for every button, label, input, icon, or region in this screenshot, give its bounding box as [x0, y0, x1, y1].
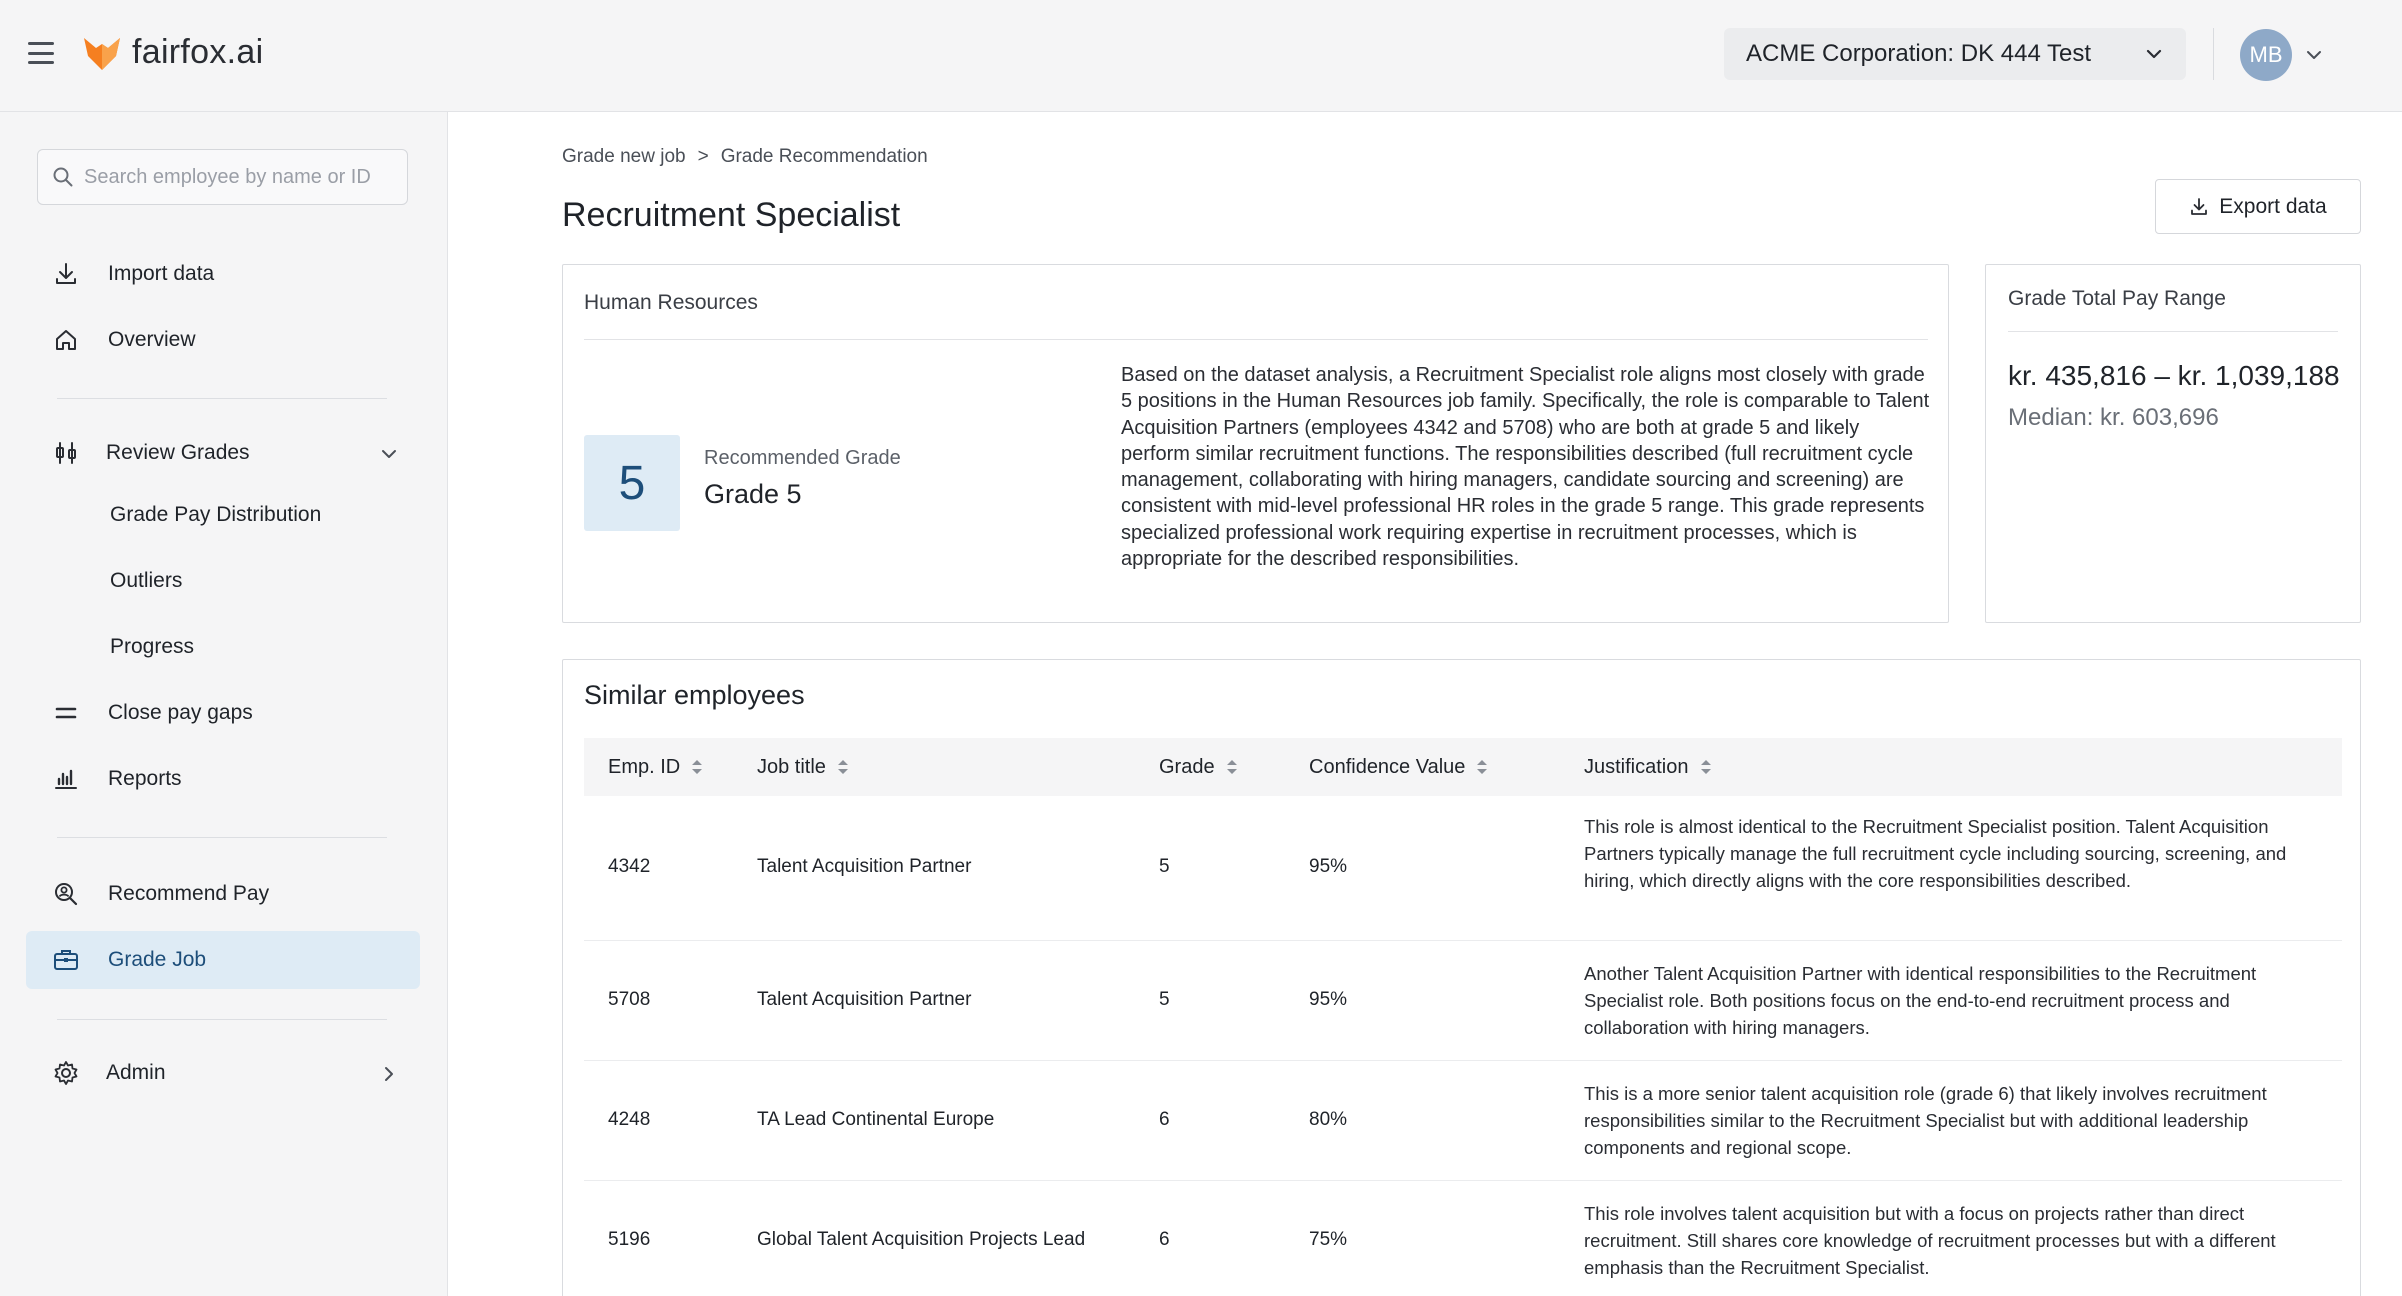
search-input[interactable]: [84, 166, 404, 189]
avatar[interactable]: MB: [2240, 29, 2292, 81]
recommendation-card: [562, 264, 1949, 623]
breadcrumb-current: Grade Recommendation: [720, 146, 928, 167]
sidebar-item-grade-pay-distribution[interactable]: [26, 486, 420, 544]
cell-justification: This role involves talent acquisition but with a focus on projects rather than direct recruitment. Still shares core knowledge of recruitment processes but with a different emphasis than the Recruitment Specialist.: [1584, 1203, 2276, 1278]
export-data-button[interactable]: [2155, 179, 2361, 234]
gear-icon: [52, 1059, 80, 1087]
sidebar-item-label: Close pay gaps: [108, 701, 253, 724]
company-select-value: ACME Corporation: DK 444 Test: [1746, 40, 2092, 67]
search-box[interactable]: [37, 149, 408, 205]
sidebar-item-label: Grade Job: [108, 948, 207, 971]
candlestick-icon: [52, 439, 80, 467]
column-header-grade[interactable]: [1159, 738, 1239, 796]
sidebar-divider: [57, 837, 387, 838]
column-header-emp-id[interactable]: [608, 738, 704, 796]
sidebar-item-progress[interactable]: [26, 618, 420, 676]
column-header-label: Grade: [1159, 755, 1215, 778]
column-header-label: Confidence Value: [1309, 755, 1466, 778]
column-header-confidence[interactable]: [1309, 738, 1489, 796]
breadcrumb-separator: >: [697, 146, 709, 167]
cell-emp-id: 4248: [608, 1109, 651, 1130]
sidebar-item-label: Overview: [108, 328, 196, 351]
header-divider: [2213, 28, 2214, 80]
sidebar-divider: [57, 398, 387, 399]
home-icon: [52, 326, 80, 354]
department-label: Human Resources: [584, 291, 758, 314]
sidebar-item-label: Admin: [106, 1061, 166, 1084]
sidebar-item-label: Progress: [110, 635, 195, 658]
chevron-right-icon: [378, 1063, 400, 1085]
equals-icon: [52, 699, 80, 727]
recommendation-explanation: Based on the dataset analysis, a Recruitment Specialist role aligns most closely with grade 5 positions in the Human Resources job family. Specifically, the role is comparable to Talent Acquisition Partners (employees 4342 and 5708) who are both at grade 5 and likely perform similar recruitment functions. The responsibilities described (full recruitment cycle management, collaborating with hiring managers, candidate sourcing and screening) are consistent with mid-level professional HR roles in the grade 5 range. This grade represents specialized professional work requiring expertise in recruitment processes, which is appropriate for the described responsibilities.: [1121, 364, 1930, 571]
sort-icon: [1475, 757, 1489, 777]
cell-justification: This role is almost identical to the Recruitment Specialist position. Talent Acquisition Partners typically manage the full recruitment cycle including sourcing, screening, and hiring, which directly aligns with the core responsibilities described.: [1584, 816, 2287, 891]
breadcrumb-link-grade-new-job[interactable]: Grade new job: [562, 146, 686, 167]
similar-employees-title: Similar employees: [584, 680, 805, 710]
sort-icon: [1225, 757, 1239, 777]
fox-logo-icon: [80, 30, 124, 74]
sidebar-item-label: Import data: [108, 262, 215, 285]
cell-emp-id: 5196: [608, 1229, 651, 1250]
pay-range-median: Median: kr. 603,696: [2008, 404, 2219, 431]
sidebar-item-recommend-pay[interactable]: [26, 865, 420, 923]
table-header: [584, 738, 2342, 796]
grade-number-badge: 5: [584, 435, 680, 531]
sidebar-item-review-grades[interactable]: [26, 424, 420, 482]
pay-range-card: [1985, 264, 2361, 623]
sort-icon: [836, 757, 850, 777]
pay-range-title: Grade Total Pay Range: [2008, 287, 2226, 310]
sidebar-item-reports[interactable]: [26, 750, 420, 808]
recommended-grade-label: Recommended Grade: [704, 447, 901, 469]
pay-range-value: kr. 435,816 – kr. 1,039,188: [2008, 360, 2340, 391]
cell-justification: This is a more senior talent acquisition role (grade 6) that likely involves recruitment responsibilities similar to the Recruitment Specialist but with additional leadership components and regional scope.: [1584, 1083, 2267, 1158]
logo-text: fairfox.ai: [132, 32, 264, 71]
sidebar-item-outliers[interactable]: [26, 552, 420, 610]
cell-confidence: 95%: [1309, 989, 1348, 1010]
sort-icon: [690, 757, 704, 777]
sidebar-item-import-data[interactable]: [26, 245, 420, 303]
logo[interactable]: [80, 30, 264, 74]
cell-confidence: 75%: [1309, 1229, 1348, 1250]
download-icon: [52, 260, 80, 288]
recommended-grade-value: Grade 5: [704, 479, 802, 509]
cell-emp-id: 4342: [608, 856, 651, 877]
sidebar-item-label: Reports: [108, 767, 182, 790]
top-header: [0, 0, 2402, 112]
sidebar-item-overview[interactable]: [26, 311, 420, 369]
similar-employees-card: [562, 659, 2361, 1296]
cell-job-title: Talent Acquisition Partner: [757, 989, 972, 1010]
cell-grade: 6: [1159, 1229, 1170, 1250]
row-separator: [584, 1180, 2342, 1181]
row-separator: [584, 1060, 2342, 1061]
sidebar-item-label: Grade Pay Distribution: [110, 503, 322, 526]
cell-confidence: 80%: [1309, 1109, 1348, 1130]
sidebar-item-admin[interactable]: [26, 1044, 420, 1102]
sidebar-divider: [57, 1019, 387, 1020]
column-header-label: Job title: [757, 755, 826, 778]
row-separator: [584, 940, 2342, 941]
sidebar-item-close-pay-gaps[interactable]: [26, 684, 420, 742]
column-header-label: Emp. ID: [608, 755, 681, 778]
menu-icon[interactable]: [28, 42, 54, 64]
chevron-down-icon: [2144, 44, 2164, 64]
cell-emp-id: 5708: [608, 989, 651, 1010]
bar-chart-icon: [52, 765, 80, 793]
column-header-justification[interactable]: [1584, 738, 1713, 796]
cell-job-title: Global Talent Acquisition Projects Lead: [757, 1229, 1086, 1250]
sidebar-item-grade-job[interactable]: [26, 931, 420, 989]
cell-grade: 6: [1159, 1109, 1170, 1130]
search-user-icon: [52, 880, 80, 908]
user-menu-chevron-icon[interactable]: [2304, 45, 2324, 65]
column-header-job-title[interactable]: [757, 738, 850, 796]
cell-justification: Another Talent Acquisition Partner with identical responsibilities to the Recruitment Specialist role. Both positions focus on the end-to-end recruitment process and collaboration with hiring managers.: [1584, 963, 2257, 1038]
cell-grade: 5: [1159, 856, 1170, 877]
sidebar-item-label: Recommend Pay: [108, 882, 270, 905]
search-icon: [52, 166, 74, 188]
column-header-label: Justification: [1584, 755, 1689, 778]
sidebar: [0, 112, 448, 1296]
download-icon: [2189, 197, 2209, 217]
briefcase-icon: [52, 946, 80, 974]
cell-grade: 5: [1159, 989, 1170, 1010]
sidebar-item-label: Review Grades: [106, 441, 250, 464]
company-select[interactable]: [1724, 28, 2186, 80]
card-divider: [2008, 331, 2338, 332]
cell-job-title: Talent Acquisition Partner: [757, 856, 972, 877]
card-divider: [584, 339, 1928, 340]
export-data-label: Export data: [2219, 194, 2327, 218]
cell-confidence: 95%: [1309, 856, 1348, 877]
breadcrumb: [562, 146, 928, 168]
chevron-down-icon: [378, 443, 400, 465]
page-title: Recruitment Specialist: [562, 196, 901, 234]
cell-job-title: TA Lead Continental Europe: [757, 1109, 995, 1130]
sort-icon: [1699, 757, 1713, 777]
sidebar-item-label: Outliers: [110, 569, 183, 592]
